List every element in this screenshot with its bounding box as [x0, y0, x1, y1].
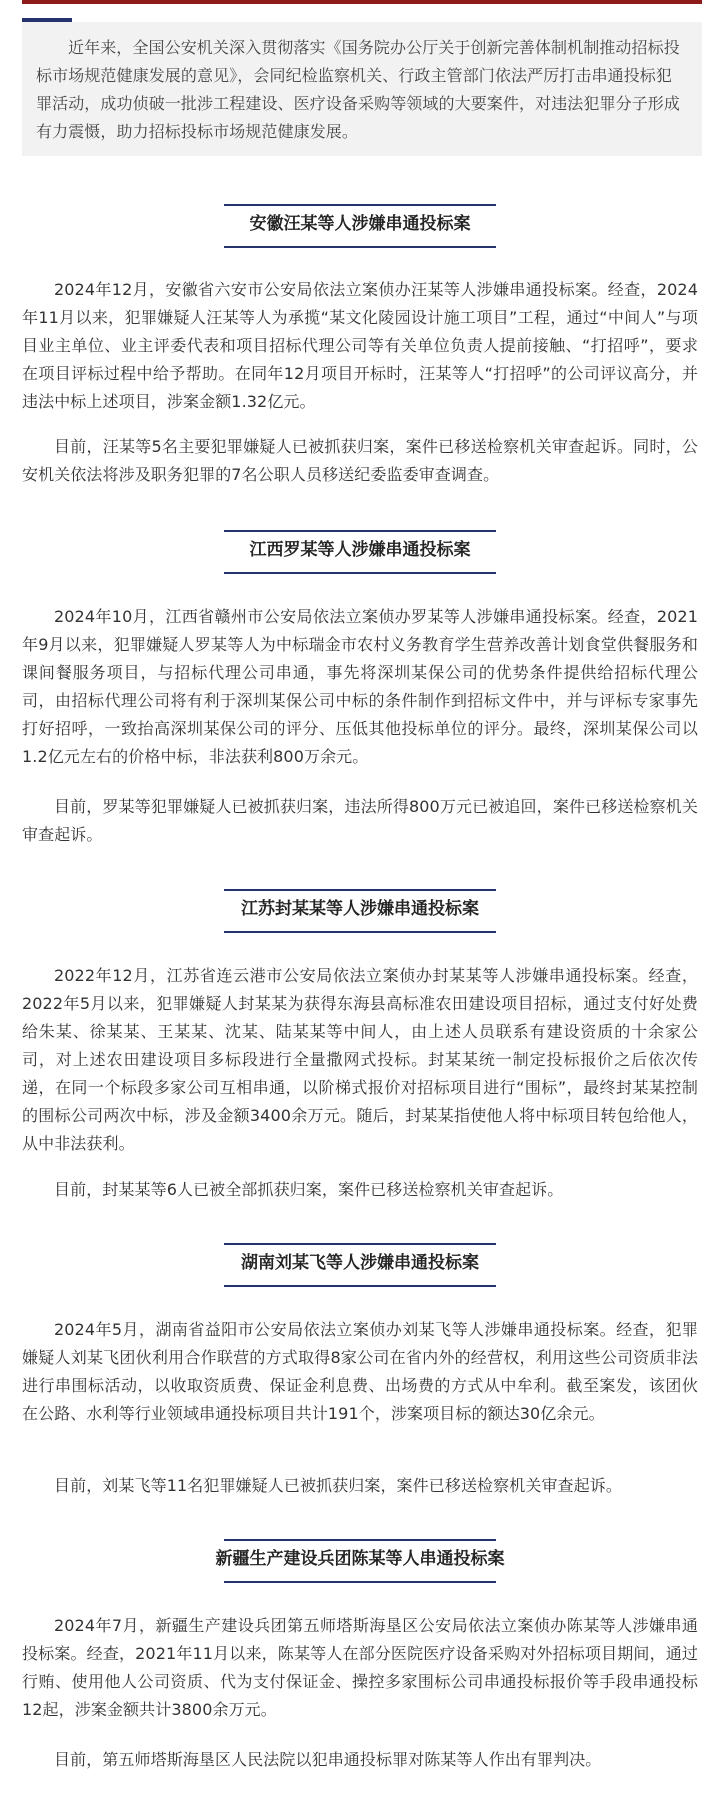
case-4-title-line-bottom [224, 1285, 496, 1287]
case-3-paragraph-2: 目前，封某某等6人已被全部抓获归案，案件已移送检察机关审查起诉。 [54, 1180, 564, 1199]
case-1-paragraph-2: 目前，汪某等5名主要犯罪嫌疑人已被抓获归案，案件已移送检察机关审查起诉。同时，公安机关依法将涉及职务犯罪的7名公职人员移送纪委监委审查调查。 [22, 437, 698, 484]
case-4-paragraph-2: 目前，刘某飞等11名犯罪嫌疑人已被抓获归案，案件已移送检察机关审查起诉。 [54, 1476, 622, 1495]
case-4-paragraph-1: 2024年5月，湖南省益阳市公安局依法立案侦办刘某飞等人涉嫌串通投标案。经查，犯罪嫌疑人刘某飞团伙利用合作联营的方式取得8家公司在省内外的经营权，利用这些公司资质非法进行串围标活动，以收取资质费、保证金利息费、出场费的方式从中牟利。截至案发，该团伙在公路、水利等行业领域串通投标项目共计191个，涉案项目标的额达30亿余元。 [22, 1320, 698, 1423]
case-1-header [0, 204, 720, 244]
case-1-title-line-top [224, 204, 496, 206]
case-1-paragraph-1: 2024年12月，安徽省六安市公安局依法立案侦办汪某等人涉嫌串通投标案。经查，2024年11月以来，犯罪嫌疑人汪某等人为承揽“某文化陵园设计施工项目”工程，通过“中间人”与项目业主单位、业主评委代表和项目招标代理公司等有关单位负责人提前接触、“打招呼”，要求在项目评标过程中给予帮助。在同年12月项目开标时，汪某等人“打招呼”的公司评议高分，并违法中标上述项目，涉案金额1.32亿元。 [22, 280, 698, 411]
top-divider-bar [22, 0, 702, 4]
case-2-title: 江西罗某等人涉嫌串通投标案 [249, 540, 471, 560]
case-4-title-line-top [224, 1243, 496, 1245]
case-5-paragraph-1: 2024年7月，新疆生产建设兵团第五师塔斯海垦区公安局依法立案侦办陈某等人涉嫌串通投标案。经查，2021年11月以来，陈某等人在部分医院医疗设备采购对外招标项目期间，通过行贿、使用他人公司资质、代为支付保证金、操控多家围标公司串通投标报价等手段串通投标12起，涉案金额共计3800余万元。 [22, 1616, 698, 1719]
case-3-title: 江苏封某某等人涉嫌串通投标案 [241, 899, 479, 919]
intro-box [22, 22, 702, 156]
case-2-title-line-top [224, 530, 496, 532]
case-4-title: 湖南刘某飞等人涉嫌串通投标案 [241, 1253, 479, 1273]
case-3-title-line-bottom [224, 931, 496, 933]
case-5-title-line-bottom [224, 1581, 496, 1583]
case-1-title-line-bottom [224, 246, 496, 248]
case-2-paragraph-2: 目前，罗某等犯罪嫌疑人已被抓获归案，违法所得800万元已被追回，案件已移送检察机关审查起诉。 [22, 797, 698, 844]
case-1-title: 安徽汪某等人涉嫌串通投标案 [249, 214, 471, 234]
case-5-header [0, 1539, 720, 1579]
intro-paragraph: 近年来，全国公安机关深入贯彻落实《国务院办公厅关于创新完善体制机制推动招标投标市场规范健康发展的意见》，会同纪检监察机关、行政主管部门依法严厉打击串通投标犯罪活动，成功侦破一批涉工程建设、医疗设备采购等领域的大要案件，对违法犯罪分子形成有力震慑，助力招标投标市场规范健康发展。 [36, 38, 681, 141]
case-2-paragraph-1: 2024年10月，江西省赣州市公安局依法立案侦办罗某等人涉嫌串通投标案。经查，2021年9月以来，犯罪嫌疑人罗某等人为中标瑞金市农村义务教育学生营养改善计划食堂供餐服务和课间餐服务项目，与招标代理公司串通，事先将深圳某保公司的优势条件提供给招标代理公司，由招标代理公司将有利于深圳某保公司中标的条件制作到招标文件中，并与评标专家事先打好招呼，一致抬高深圳某保公司的评分、压低其他投标单位的评分。最终，深圳某保公司以1.2亿元左右的价格中标，非法获利800万余元。 [22, 607, 698, 766]
case-4-header [0, 1243, 720, 1283]
intro-accent-bar [22, 18, 72, 22]
case-3-title-line-top [224, 889, 496, 891]
case-3-paragraph-1: 2022年12月，江苏省连云港市公安局依法立案侦办封某某等人涉嫌串通投标案。经查，2022年5月以来，犯罪嫌疑人封某某为获得东海县高标准农田建设项目招标，通过支付好处费给朱某、徐某某、王某某、沈某、陆某某等中间人，由上述人员联系有建设资质的十余家公司，对上述农田建设项目多标段进行全量撒网式投标。封某某统一制定投标报价之后依次传递，在同一个标段多家公司互相串通，以阶梯式报价对招标项目进行“围标”，最终封某某控制的围标公司两次中标，涉及金额3400余万元。随后，封某某指使他人将中标项目转包给他人，从中非法获利。 [22, 966, 698, 1153]
case-5-title-line-top [224, 1539, 496, 1541]
case-5-paragraph-2: 目前，第五师塔斯海垦区人民法院以犯串通投标罪对陈某等人作出有罪判决。 [54, 1750, 602, 1769]
case-2-header [0, 530, 720, 570]
case-2-title-line-bottom [224, 572, 496, 574]
case-3-header [0, 889, 720, 929]
case-5-title: 新疆生产建设兵团陈某等人串通投标案 [215, 1549, 505, 1569]
